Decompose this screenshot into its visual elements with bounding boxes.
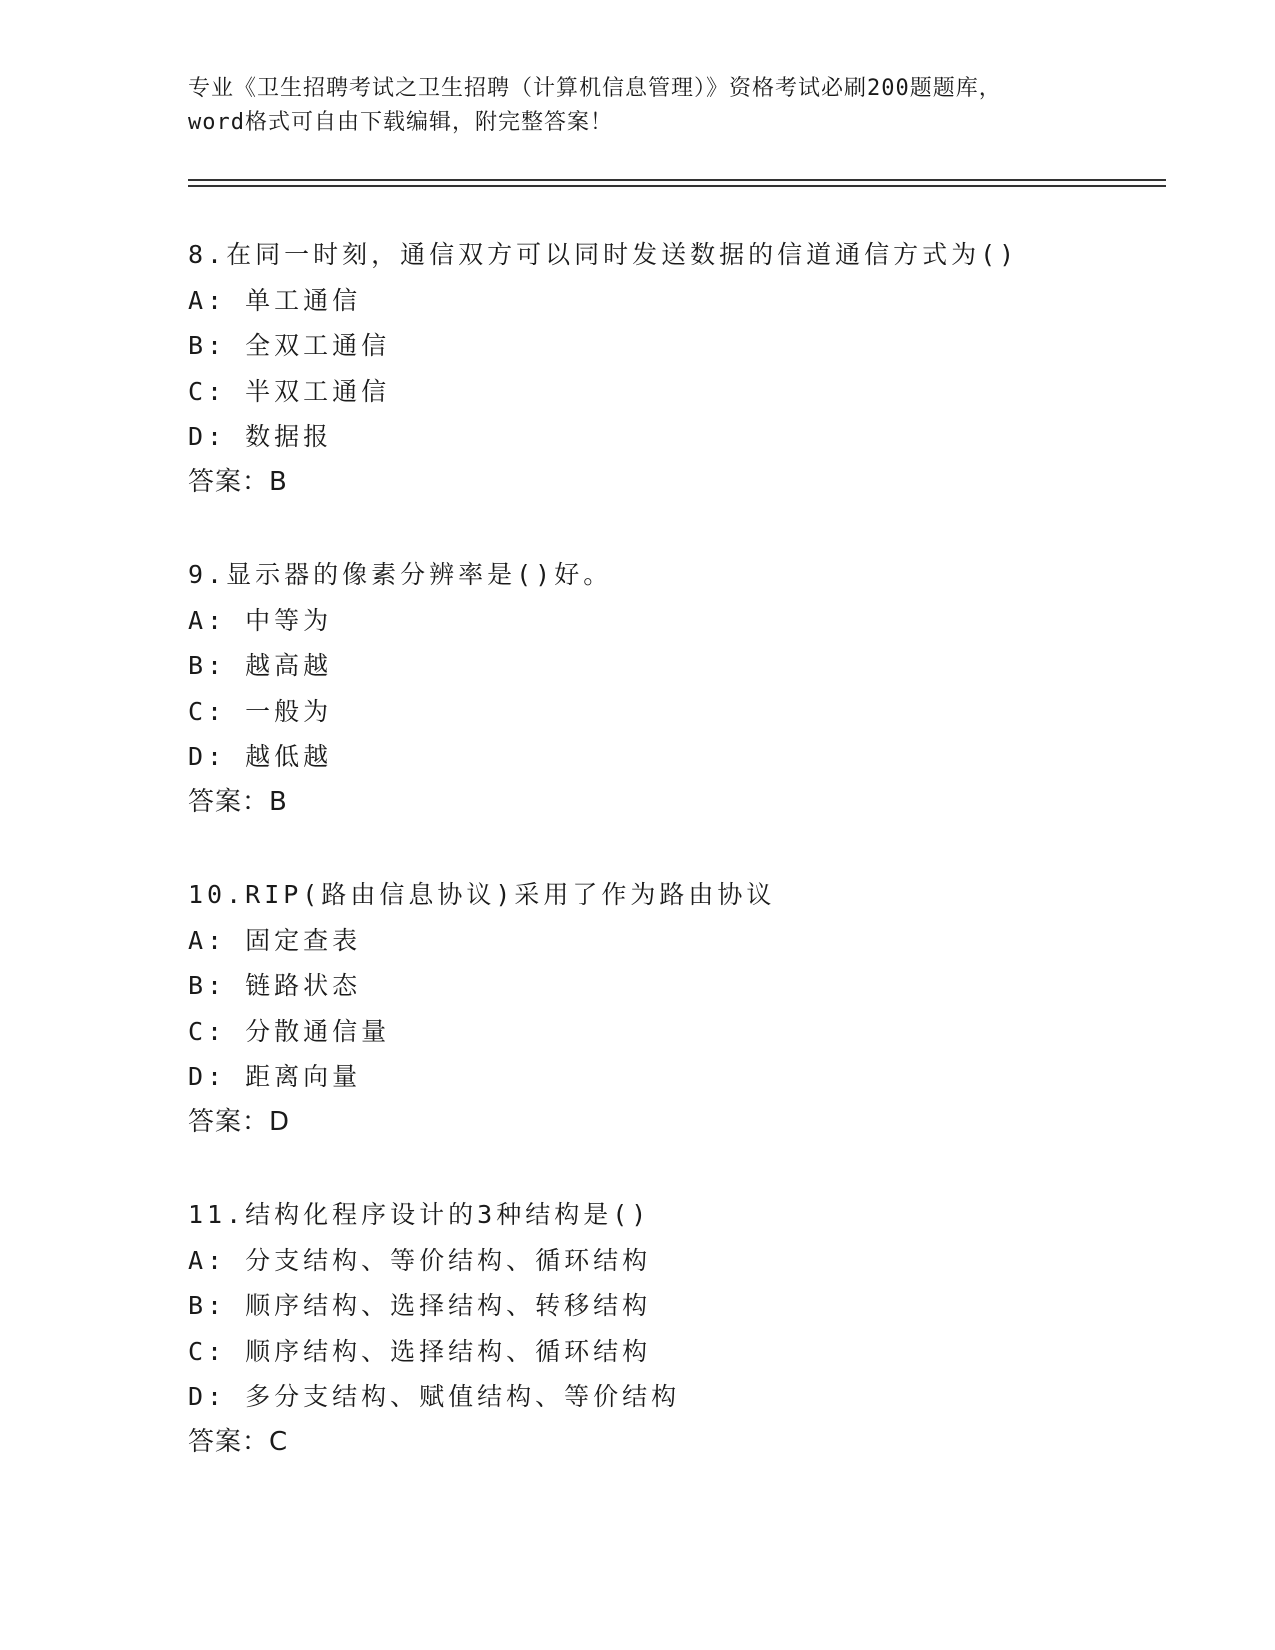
option-b: B: 全双工通信 [188,331,391,361]
option-d: D: 越低越 [188,742,333,772]
option-a: A: 单工通信 [188,285,362,315]
question-stem: 9.显示器的像素分辨率是()好。 [188,560,613,589]
question-10 [188,872,1148,1192]
option-c: C: 顺序结构、选择结构、循环结构 [188,1336,652,1366]
question-8 [188,232,1148,552]
header-divider-top [188,179,1166,181]
question-9 [188,552,1148,872]
question-11 [188,1192,1148,1512]
question-stem: 8.在同一时刻，通信双方可以同时发送数据的信道通信方式为() [188,240,1019,269]
option-b: B: 顺序结构、选择结构、转移结构 [188,1291,652,1321]
option-c: C: 半双工通信 [188,376,391,406]
option-d: D: 距离向量 [188,1062,362,1092]
answer-label: 答案：B [188,786,288,817]
option-c: C: 一般为 [188,696,333,726]
option-a: A: 固定查表 [188,925,362,955]
question-stem: 10.RIP(路由信息协议)采用了作为路由协议 [188,880,776,909]
header-title-line-2: word格式可自由下载编辑，附完整答案！ [188,110,613,135]
answer-label: 答案：B [188,466,288,497]
option-b: B: 越高越 [188,651,333,681]
answer-label: 答案：D [188,1106,291,1137]
option-c: C: 分散通信量 [188,1016,391,1046]
option-b: B: 链路状态 [188,971,362,1001]
option-a: A: 中等为 [188,605,333,635]
question-list [188,232,1148,1512]
header-divider-bottom [188,185,1166,187]
option-a: A: 分支结构、等价结构、循环结构 [188,1245,652,1275]
option-d: D: 多分支结构、赋值结构、等价结构 [188,1382,681,1412]
answer-label: 答案：C [188,1426,289,1457]
header-title-line-1: 专业《卫生招聘考试之卫生招聘（计算机信息管理）》资格考试必刷200题题库， [188,76,1002,101]
option-d: D: 数据报 [188,422,333,452]
question-stem: 11.结构化程序设计的3种结构是() [188,1200,651,1229]
document-header [188,72,1088,140]
